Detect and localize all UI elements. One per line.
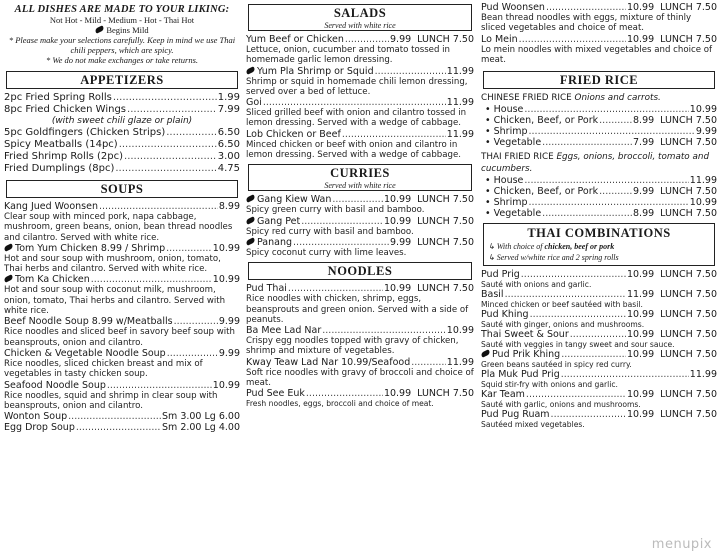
menu-item: Lo Mein ..... 10.99 LUNCH 7.50 xyxy=(481,34,717,45)
menu-column-3 xyxy=(481,0,717,556)
item-description: Clear soup with minced pork, napa cabbage, mushroom, green beans, onion, bean thread noodles and cilantro. Served with white rice. xyxy=(4,212,233,243)
item-description: Sauté with veggies in tangy sweet and sour sauce. xyxy=(481,340,675,350)
item-description: Rice noodles, squid and shrimp in clear soup with beansprouts, onion and cilantro. xyxy=(4,390,218,411)
menu-item: Seafood Noodle Soup ..... 10.99 xyxy=(4,380,240,391)
item-description: Green beans sautéed in spicy red curry. xyxy=(481,360,632,370)
menu-item: Kar Team ..... 10.99 LUNCH 7.50 xyxy=(481,389,717,400)
item-description: Spicy coconut curry with lime leaves. xyxy=(246,247,407,258)
pepper-icon xyxy=(4,275,14,283)
item-description: Sautéed mixed vegetables. xyxy=(481,420,585,430)
item-description: Spicy red curry with basil and bamboo. xyxy=(246,226,414,237)
pepper-icon xyxy=(4,243,14,251)
fried-rice-heading: FRIED RICE xyxy=(483,71,715,89)
pepper-icon xyxy=(481,350,491,358)
item-description: Lo mein noodles with mixed vegetables and choice of meat. xyxy=(481,44,713,65)
menu-item: Gang Pet ..... 10.99 LUNCH 7.50 xyxy=(246,216,474,227)
spice-notice xyxy=(4,4,240,65)
menu-item: Basil ..... 11.99 LUNCH 7.50 xyxy=(481,289,717,300)
menu-item: Goi ..... 11.99 xyxy=(246,97,474,108)
item-description: Sauté with onions and garlic. xyxy=(481,280,592,290)
menu-item: Pud See Euk ..... 10.99 LUNCH 7.50 xyxy=(246,388,474,399)
menu-item: • Shrimp ..... 10.99 xyxy=(481,197,717,208)
menu-item: Thai Sweet & Sour ..... 10.99 LUNCH 7.50 xyxy=(481,329,717,340)
menu-item: Fried Dumplings (8pc) ..... 4.75 xyxy=(4,163,240,175)
menu-item: Yum Beef or Chicken ..... 9.99 LUNCH 7.50 xyxy=(246,34,474,45)
item-description: Crispy egg noodles topped with gravy of chicken, shrimp and mixture of vegetables. xyxy=(246,336,459,357)
item-description: Bean thread noodles with eggs, mixture of thinly sliced vegetables and choice of meat. xyxy=(481,13,692,34)
menu-item: Beef Noodle Soup 8.99 w/Meatballs ..... 9.99 xyxy=(4,316,240,327)
pepper-icon xyxy=(246,237,256,245)
notice-note-2: * We do not make exchanges or take returns. xyxy=(45,55,199,65)
menu-item: • Chicken, Beef, or Pork ..... 8.99 LUNCH 7.50 xyxy=(481,115,717,126)
return-arrow-icon: ↳ xyxy=(488,253,495,263)
menu-item: Gang Kiew Wan ..... 10.99 LUNCH 7.50 xyxy=(246,194,474,205)
item-description: Rice noodles, sliced chicken breast and mix of vegetables in tasty chicken soup. xyxy=(4,358,203,380)
menu-item: Pla Muk Pud Prig ..... 11.99 xyxy=(481,369,717,380)
pepper-icon xyxy=(246,195,256,203)
pepper-icon xyxy=(246,216,256,224)
appetizers-list xyxy=(4,92,240,175)
menu-item: 2pc Fried Spring Rolls ..... 1.99 xyxy=(4,92,240,104)
menu-item: Tom Yum Chicken 8.99 / Shrimp ..... 10.99 xyxy=(4,243,240,254)
menu-item: Tom Ka Chicken ..... 10.99 xyxy=(4,274,240,285)
wings-note: (with sweet chili glaze or plain) xyxy=(51,116,193,126)
watermark: menupix xyxy=(651,537,712,552)
menu-item: • Vegetable ..... 7.99 LUNCH 7.50 xyxy=(481,137,717,148)
thai-fried-rice-title: THAI FRIED RICE Eggs, onions, broccoli, tomato and cucumbers. xyxy=(481,152,710,175)
notice-title: ALL DISHES ARE MADE TO YOUR LIKING: xyxy=(14,4,230,15)
item-description: Sauté with garlic, onions and mushrooms. xyxy=(481,400,641,410)
item-description: Fresh noodles, eggs, broccoli and choice of meat. xyxy=(246,399,434,409)
begins-mild: Begins Mild xyxy=(4,25,240,35)
menu-item: Pud Pug Ruam ..... 10.99 LUNCH 7.50 xyxy=(481,409,717,420)
salads-heading: SALADS Served with white rice xyxy=(248,4,472,31)
menu-item: Ba Mee Lad Nar ..... 10.99 xyxy=(246,325,474,336)
menu-item: Lob Chicken or Beef ..... 11.99 xyxy=(246,129,474,140)
item-description: Minced chicken or beef sautéed with basil. xyxy=(481,300,643,310)
soups-heading: SOUPS xyxy=(6,180,238,198)
menu-item: Kang Jued Woonsen ..... 8.99 xyxy=(4,201,240,212)
menu-item: Pud Woonsen ..... 10.99 LUNCH 7.50 xyxy=(481,2,717,13)
menu-item: Chicken & Vegetable Noodle Soup ..... 9.99 xyxy=(4,348,240,359)
curries-heading: CURRIES Served with white rice xyxy=(248,164,472,191)
noodles-heading: NOODLES xyxy=(248,262,472,280)
noodles-continued-list xyxy=(481,2,717,65)
menu-item: Wonton Soup ..... Sm 3.00 Lg 6.00 xyxy=(4,411,240,422)
notice-note-1: * Please make your selections carefully. Keep in mind we use Thai chili peppers, which are spicy. xyxy=(8,35,236,55)
menu-item: • Vegetable ..... 8.99 LUNCH 7.50 xyxy=(481,208,717,219)
pepper-icon xyxy=(246,66,256,74)
item-description: Lettuce, onion, cucumber and tomato tossed in homemade garlic lemon dressing. xyxy=(246,45,450,66)
item-description: Squid stir-fry with onions and garlic. xyxy=(481,380,618,390)
menu-column-1 xyxy=(4,0,240,556)
menu-item: Panang ..... 9.99 LUNCH 7.50 xyxy=(246,237,474,248)
item-description: Hot and sour soup with mushroom, onion, tomato, Thai herbs and cilantro. Served with white rice. xyxy=(4,253,221,275)
menu-item: Pud Prik Khing ..... 10.99 LUNCH 7.50 xyxy=(481,349,717,360)
return-arrow-icon: ↳ xyxy=(488,242,495,252)
soups-list xyxy=(4,201,240,433)
menu-item: Yum Pla Shrimp or Squid ..... 11.99 xyxy=(246,66,474,77)
item-description: Spicy green curry with basil and bamboo. xyxy=(246,205,425,216)
menu-item: 5pc Goldfingers (Chicken Strips) ..... 6.50 xyxy=(4,127,240,139)
menu-column-2 xyxy=(246,0,474,556)
menu-item: 8pc Fried Chicken Wings ..... 7.99 xyxy=(4,104,240,116)
menu-item: Fried Shrimp Rolls (2pc) ..... 3.00 xyxy=(4,151,240,163)
menu-item: • House ..... 11.99 xyxy=(481,175,717,186)
noodles-list xyxy=(246,283,474,408)
menu-item: • Chicken, Beef, or Pork ..... 9.99 LUNCH 7.50 xyxy=(481,186,717,197)
pepper-icon xyxy=(95,25,105,33)
menu-item: Pud Prig ..... 10.99 LUNCH 7.50 xyxy=(481,269,717,280)
chinese-fried-rice-title: CHINESE FRIED RICE Onions and carrots. xyxy=(481,93,661,104)
menu-item: Pud Thai ..... 10.99 LUNCH 7.50 xyxy=(246,283,474,294)
combo-note-1: ↳ With choice of chicken, beef or pork xyxy=(488,242,615,252)
item-description: Sauté with ginger, onions and mushrooms. xyxy=(481,320,645,330)
salads-list xyxy=(246,34,474,160)
heat-levels: Not Hot - Mild - Medium - Hot - Thai Hot xyxy=(49,15,195,25)
item-description: Shrimp or squid in homemade chili lemon dressing, served over a bed of lettuce. xyxy=(246,76,468,97)
menu-item: Egg Drop Soup ..... Sm 2.00 Lg 4.00 xyxy=(4,422,240,433)
menu-item: Spicy Meatballs (14pc) ..... 6.50 xyxy=(4,139,240,151)
item-description: Rice noodles with chicken, shrimp, eggs, beansprouts and green onion. Served with a side of peanuts. xyxy=(246,294,469,325)
item-description: Hot and sour soup with coconut milk, mushroom, onion, tomato, Thai herbs and cilantro. Served with white rice. xyxy=(4,285,226,317)
menu-item: Pud Khing ..... 10.99 LUNCH 7.50 xyxy=(481,309,717,320)
curries-list xyxy=(246,194,474,258)
combo-note-2: ↳ Served w/white rice and 2 spring rolls xyxy=(488,253,619,263)
menu-item: • Shrimp ..... 9.99 xyxy=(481,126,717,137)
appetizers-heading: APPETIZERS xyxy=(6,71,238,89)
menu-item: • House ..... 10.99 xyxy=(481,104,717,115)
menu-item: Kway Teaw Lad Nar 10.99/Seafood ..... 11.99 xyxy=(246,357,474,368)
thai-combinations-heading: THAI COMBINATIONS ↳ With choice of chicken, beef or pork ↳ Served w/white rice and 2 spring rolls xyxy=(483,223,715,266)
item-description: Soft rice noodles with gravy of broccoli and choice of meat. xyxy=(246,367,474,389)
item-description: Minced chicken or beef with onion and cilantro in lemon dressing. Served with a wedge of cabbage. xyxy=(246,139,461,161)
fried-rice-list xyxy=(481,92,717,219)
item-description: Rice noodles and sliced beef in savory beef soup with beansprouts, onion and cilantro. xyxy=(4,327,235,348)
thai-combinations-list xyxy=(481,269,717,429)
item-description: Sliced grilled beef with onion and cilantro tossed in lemon dressing. Served with a wedge of cabbage. xyxy=(246,108,467,129)
